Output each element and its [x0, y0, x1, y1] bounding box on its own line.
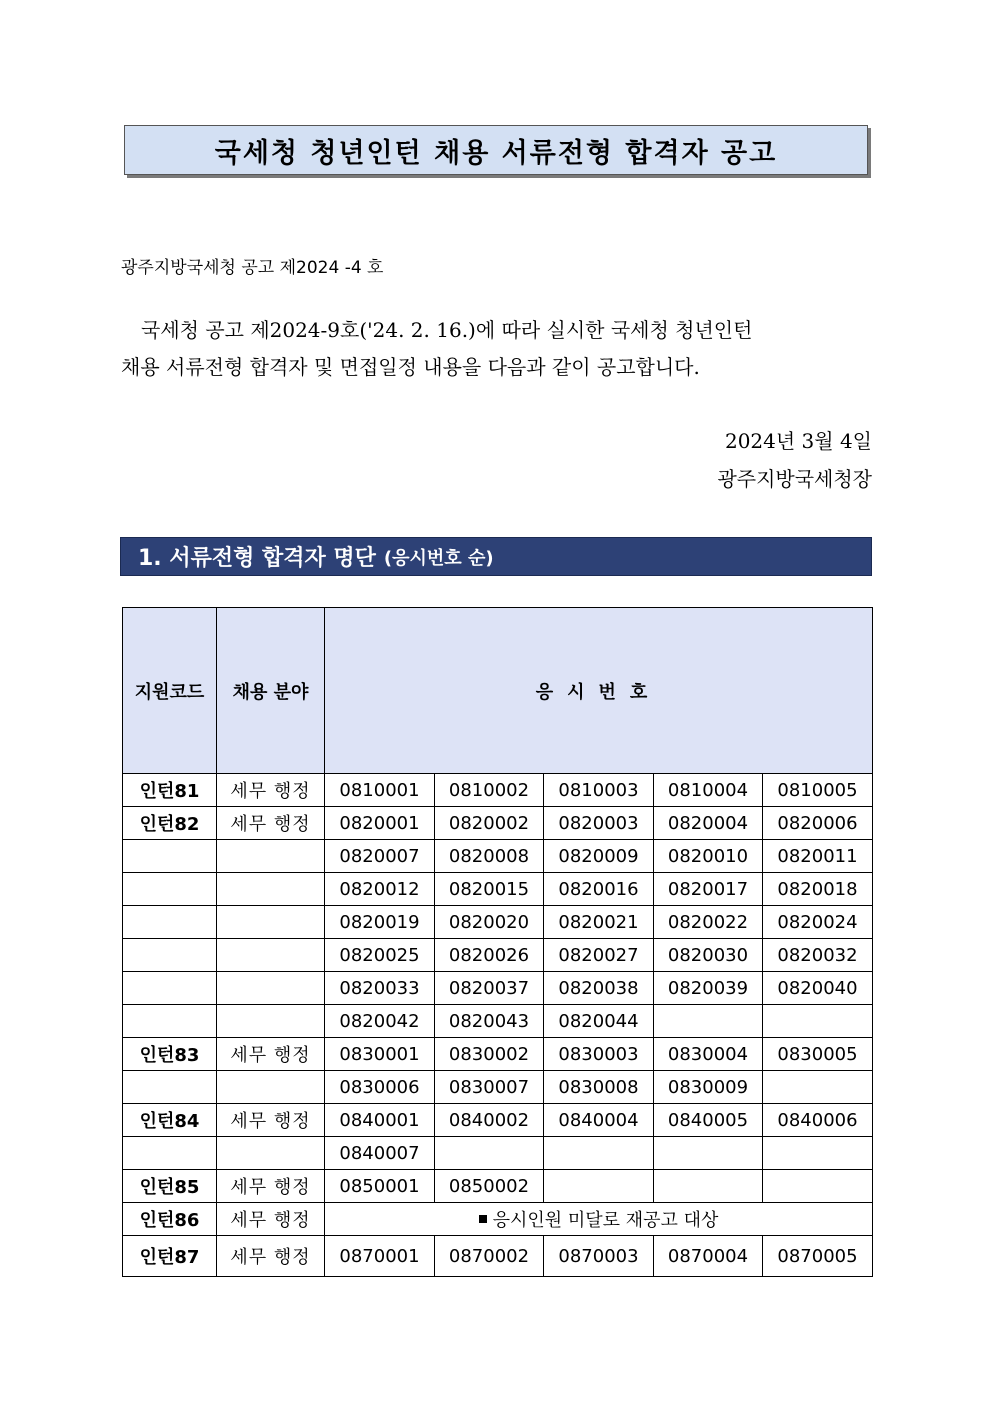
- table-row: [123, 972, 873, 1005]
- section-subtitle: (응시번호 순): [383, 547, 494, 569]
- cell-exam-number: 0820026: [435, 939, 544, 972]
- cell-exam-number: 0820037: [435, 972, 544, 1005]
- cell-exam-number: 0820011: [763, 840, 873, 873]
- cell-exam-number: 0830008: [544, 1071, 654, 1104]
- cell-exam-number: 0870003: [544, 1236, 654, 1277]
- table-row: [123, 1203, 873, 1236]
- cell-exam-number: 0840007: [325, 1137, 435, 1170]
- cell-exam-number: 0830006: [325, 1071, 435, 1104]
- cell-exam-number: 0810003: [544, 774, 654, 807]
- cell-code: [123, 1071, 217, 1104]
- table-body: [123, 774, 873, 1277]
- cell-code: [123, 906, 217, 939]
- header-numbers: 응시번호: [325, 608, 873, 774]
- table-row: [123, 1104, 873, 1137]
- cell-exam-number: [763, 1071, 873, 1104]
- cell-exam-number: 0820044: [544, 1005, 654, 1038]
- cell-exam-number: 0820016: [544, 873, 654, 906]
- cell-code: [123, 840, 217, 873]
- cell-field: [217, 1005, 325, 1038]
- cell-exam-number: 0820007: [325, 840, 435, 873]
- announcement-body: [121, 312, 873, 386]
- cell-exam-number: [763, 1170, 873, 1203]
- cell-exam-number: 0820030: [654, 939, 763, 972]
- table-row: [123, 1038, 873, 1071]
- cell-exam-number: 0870001: [325, 1236, 435, 1277]
- cell-exam-number: 0870004: [654, 1236, 763, 1277]
- cell-exam-number: 0810002: [435, 774, 544, 807]
- cell-exam-number: 0820032: [763, 939, 873, 972]
- cell-exam-number: [544, 1137, 654, 1170]
- table-row: [123, 1005, 873, 1038]
- cell-field: [217, 906, 325, 939]
- body-line-2: 채용 서류전형 합격자 및 면접일정 내용을 다음과 같이 공고합니다.: [121, 355, 700, 379]
- cell-exam-number: 0840004: [544, 1104, 654, 1137]
- cell-exam-number: 0820008: [435, 840, 544, 873]
- passers-table: [122, 607, 873, 1277]
- cell-exam-number: 0820006: [763, 807, 873, 840]
- cell-exam-number: 0820024: [763, 906, 873, 939]
- cell-exam-number: 0810004: [654, 774, 763, 807]
- cell-exam-number: 0820021: [544, 906, 654, 939]
- cell-field: [217, 873, 325, 906]
- notice-number: 광주지방국세청 공고 제2024 -4 호: [121, 258, 384, 278]
- cell-exam-number: 0820022: [654, 906, 763, 939]
- table-row: [123, 939, 873, 972]
- section-header-1: [120, 537, 872, 576]
- cell-exam-number: 0870002: [435, 1236, 544, 1277]
- note-text: 응시인원 미달로 재공고 대상: [492, 1210, 719, 1231]
- cell-exam-number: 0820015: [435, 873, 544, 906]
- cell-exam-number: 0820025: [325, 939, 435, 972]
- cell-code: 인턴86: [123, 1203, 217, 1236]
- cell-field: 세무 행정: [217, 774, 325, 807]
- table-row: [123, 1236, 873, 1277]
- cell-exam-number: [654, 1170, 763, 1203]
- cell-exam-number: 0820018: [763, 873, 873, 906]
- cell-exam-number: 0830002: [435, 1038, 544, 1071]
- cell-exam-number: 0820001: [325, 807, 435, 840]
- cell-exam-number: 0810001: [325, 774, 435, 807]
- cell-exam-number: 0810005: [763, 774, 873, 807]
- table-row: [123, 840, 873, 873]
- cell-exam-number: 0820033: [325, 972, 435, 1005]
- cell-code: 인턴87: [123, 1236, 217, 1277]
- cell-exam-number: [763, 1137, 873, 1170]
- cell-exam-number: 0820027: [544, 939, 654, 972]
- cell-field: 세무 행정: [217, 1170, 325, 1203]
- cell-code: 인턴83: [123, 1038, 217, 1071]
- cell-exam-number: 0830005: [763, 1038, 873, 1071]
- cell-exam-number: 0820020: [435, 906, 544, 939]
- cell-code: [123, 873, 217, 906]
- cell-exam-number: 0820019: [325, 906, 435, 939]
- cell-exam-number: 0820009: [544, 840, 654, 873]
- cell-code: 인턴84: [123, 1104, 217, 1137]
- table-row: [123, 1071, 873, 1104]
- cell-note: [325, 1203, 873, 1236]
- table-row: [123, 774, 873, 807]
- cell-field: [217, 972, 325, 1005]
- table-row: [123, 1170, 873, 1203]
- cell-exam-number: 0820039: [654, 972, 763, 1005]
- cell-field: 세무 행정: [217, 1203, 325, 1236]
- cell-code: 인턴81: [123, 774, 217, 807]
- table-header-row: [123, 608, 873, 774]
- cell-exam-number: 0850002: [435, 1170, 544, 1203]
- cell-exam-number: 0820012: [325, 873, 435, 906]
- cell-field: [217, 1137, 325, 1170]
- cell-exam-number: 0830007: [435, 1071, 544, 1104]
- body-line-1: 국세청 공고 제2024-9호('24. 2. 16.)에 따라 실시한 국세청 청년인턴: [141, 318, 753, 342]
- cell-exam-number: 0820040: [763, 972, 873, 1005]
- cell-code: [123, 972, 217, 1005]
- document-title: 국세청 청년인턴 채용 서류전형 합격자 공고: [124, 125, 868, 175]
- cell-code: 인턴85: [123, 1170, 217, 1203]
- table-row: [123, 1137, 873, 1170]
- table-row: [123, 873, 873, 906]
- cell-exam-number: 0830003: [544, 1038, 654, 1071]
- issuer-name: 광주지방국세청장: [717, 467, 872, 491]
- cell-exam-number: 0820002: [435, 807, 544, 840]
- table-row: [123, 807, 873, 840]
- cell-exam-number: 0840002: [435, 1104, 544, 1137]
- cell-exam-number: 0840001: [325, 1104, 435, 1137]
- header-field: 채용 분야: [217, 608, 325, 774]
- cell-exam-number: 0830004: [654, 1038, 763, 1071]
- cell-field: [217, 1071, 325, 1104]
- cell-exam-number: 0820038: [544, 972, 654, 1005]
- cell-exam-number: [654, 1137, 763, 1170]
- cell-field: 세무 행정: [217, 1236, 325, 1277]
- square-bullet-icon: [479, 1215, 487, 1223]
- cell-field: [217, 840, 325, 873]
- cell-exam-number: 0820043: [435, 1005, 544, 1038]
- cell-exam-number: 0820042: [325, 1005, 435, 1038]
- table-row: [123, 906, 873, 939]
- cell-code: 인턴82: [123, 807, 217, 840]
- cell-exam-number: [544, 1170, 654, 1203]
- announcement-date: 2024년 3월 4일: [724, 429, 872, 453]
- cell-exam-number: 0820004: [654, 807, 763, 840]
- cell-exam-number: 0820010: [654, 840, 763, 873]
- cell-code: [123, 1137, 217, 1170]
- cell-exam-number: [435, 1137, 544, 1170]
- cell-field: 세무 행정: [217, 1038, 325, 1071]
- cell-exam-number: 0840005: [654, 1104, 763, 1137]
- cell-exam-number: 0820003: [544, 807, 654, 840]
- cell-exam-number: 0840006: [763, 1104, 873, 1137]
- cell-exam-number: 0820017: [654, 873, 763, 906]
- cell-code: [123, 1005, 217, 1038]
- cell-exam-number: 0830009: [654, 1071, 763, 1104]
- cell-code: [123, 939, 217, 972]
- section-title: 1. 서류전형 합격자 명단: [138, 546, 376, 571]
- cell-exam-number: 0850001: [325, 1170, 435, 1203]
- cell-exam-number: [763, 1005, 873, 1038]
- cell-exam-number: 0830001: [325, 1038, 435, 1071]
- cell-exam-number: [654, 1005, 763, 1038]
- cell-field: 세무 행정: [217, 807, 325, 840]
- cell-field: [217, 939, 325, 972]
- cell-field: 세무 행정: [217, 1104, 325, 1137]
- header-code: 지원코드: [123, 608, 217, 774]
- cell-exam-number: 0870005: [763, 1236, 873, 1277]
